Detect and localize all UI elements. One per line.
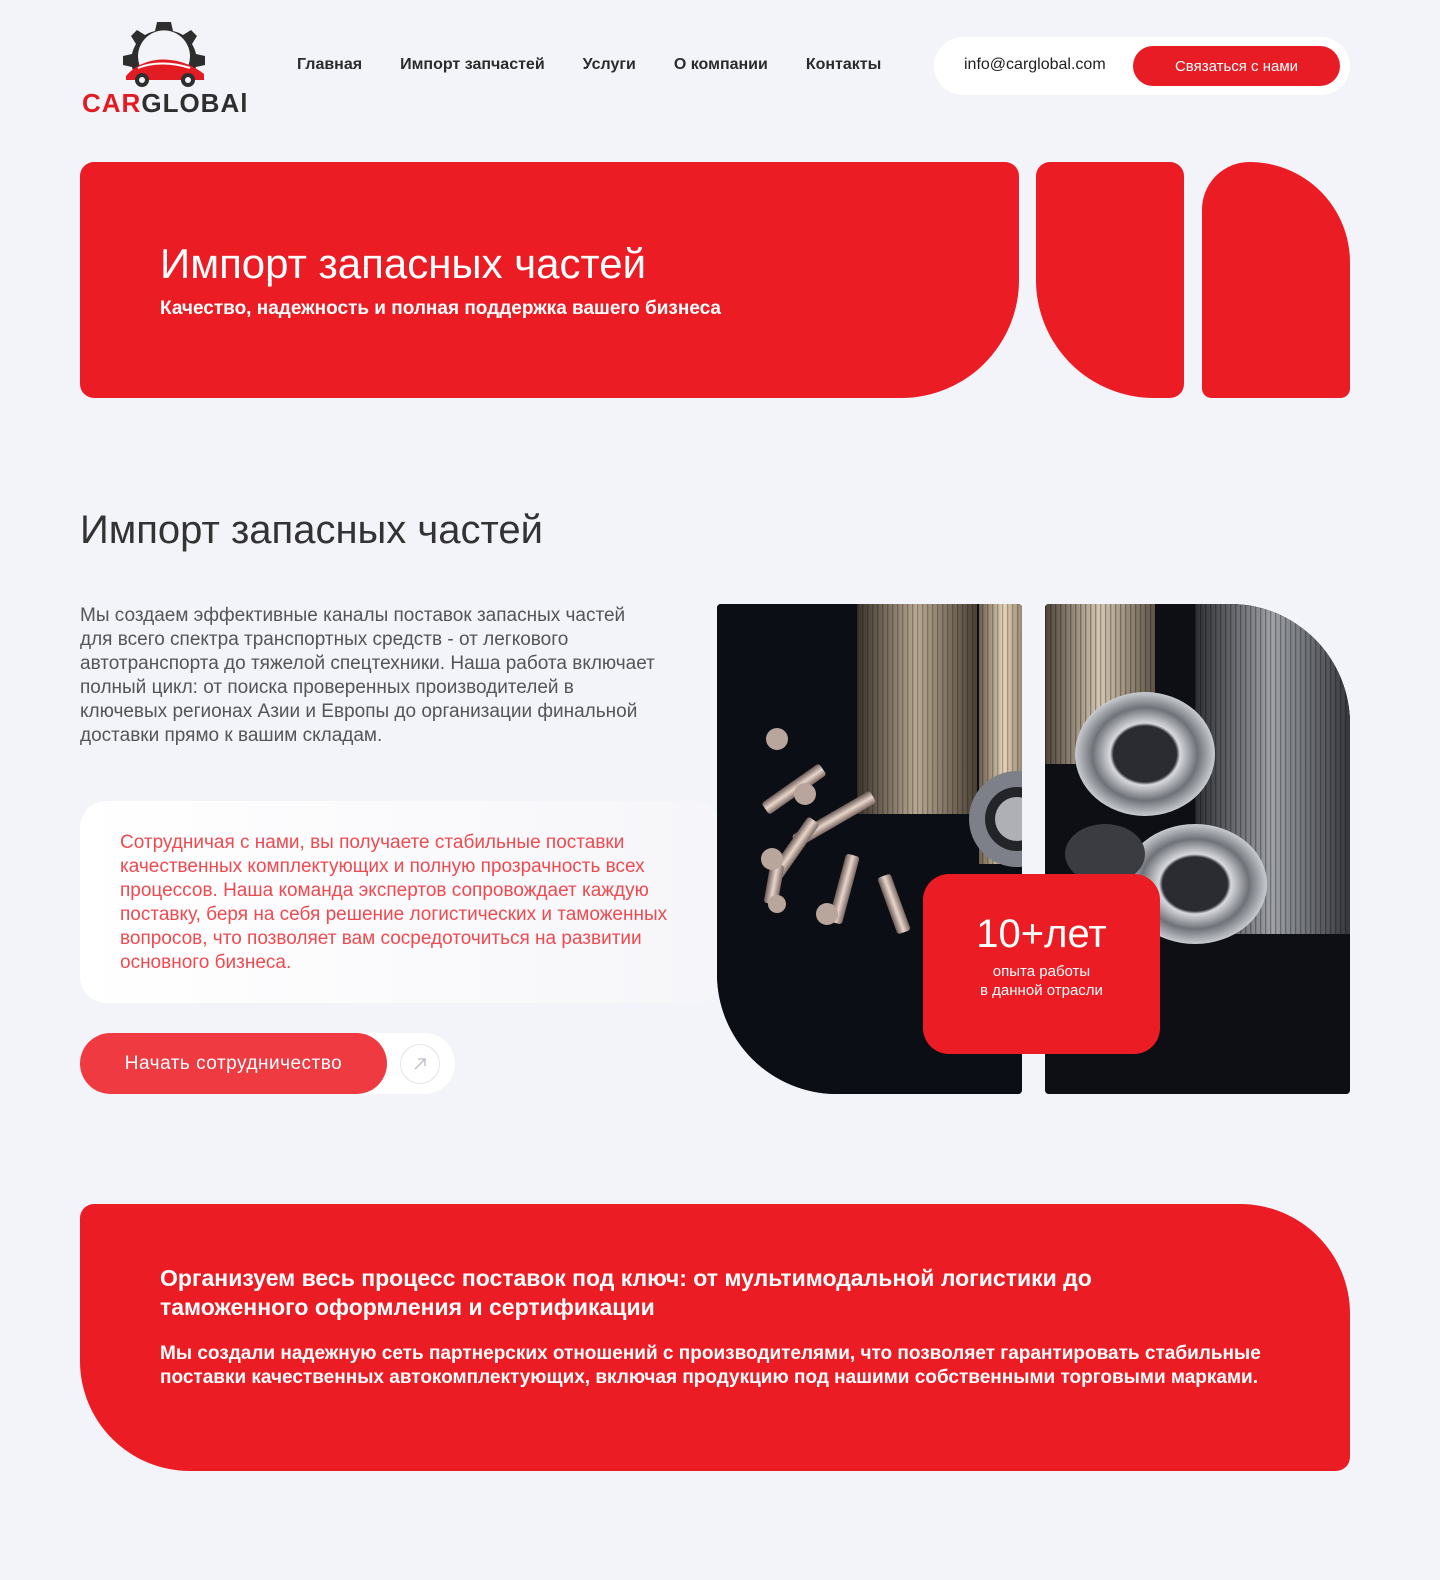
- arrow-up-right-icon[interactable]: [400, 1044, 440, 1084]
- experience-badge: [923, 874, 1160, 1054]
- nav-item-about[interactable]: О компании: [673, 56, 768, 73]
- header-contact: [934, 37, 1350, 95]
- logo-wordmark-car: CAR: [82, 88, 142, 118]
- nav-item-parts-import[interactable]: Импорт запчастей: [400, 56, 545, 73]
- turnkey-title: Организуем весь процесс поставок под ключ: от мультимодальной логистики до таможенного оформления и сертификации: [160, 1265, 1092, 1320]
- nav-item-services[interactable]: Услуги: [582, 56, 636, 73]
- hero-subtitle: Качество, надежность и полная поддержка вашего бизнеса: [160, 298, 722, 319]
- experience-caption-line: опыта работы: [992, 963, 1091, 980]
- experience-caption: [923, 962, 1160, 1000]
- hero-title: Импорт запасных частей: [160, 240, 647, 287]
- highlight-card: [80, 801, 720, 1003]
- site-header: [0, 0, 1440, 140]
- hero-decor-tile: [1202, 162, 1350, 398]
- section-title: Импорт запасных частей: [80, 508, 543, 552]
- experience-caption-line: в данной отрасли: [980, 982, 1103, 999]
- highlight-text: Сотрудничая с нами, вы получаете стабильные поставки качественных комплектующих и полную прозрачность всех процессов. Наша команда экспертов сопровождает каждую поставку, беря на себя решение логистических и таможенных вопросов, что позволяет вам сосредоточиться на развитии основного бизнеса.: [120, 832, 668, 973]
- section-paragraph: Мы создаем эффективные каналы поставок запасных частей для всего спектра транспортных средств - от легкового автотранспорта до тяжелой спецтехники. Наша работа включает полный цикл: от поиска проверенных производителей в ключевых регионах Азии и Европы до организации финальной доставки прямо к вашим складам.: [80, 605, 655, 746]
- gear-car-logo-icon: [108, 18, 220, 90]
- hero-decor-tile: [1036, 162, 1184, 398]
- start-cooperation-button[interactable]: Начать сотрудничество: [80, 1033, 387, 1094]
- hero-banner: [80, 162, 1019, 398]
- logo-wordmark: [82, 88, 248, 119]
- contact-us-button[interactable]: Связаться с нами: [1133, 46, 1340, 86]
- nav-item-home[interactable]: Главная: [297, 56, 363, 73]
- main-nav: [297, 56, 881, 74]
- turnkey-banner: [80, 1204, 1350, 1471]
- logo[interactable]: [82, 18, 252, 118]
- header-email-link[interactable]: info@carglobal.com: [964, 56, 1106, 73]
- turnkey-text: Мы создали надежную сеть партнерских отношений с производителями, что позволяет гарантировать стабильные поставки качественных автокомплектующих, включая продукцию под нашими собственными торговыми марками.: [160, 1343, 1261, 1388]
- cta-group: [80, 1033, 455, 1094]
- experience-value: 10+лет: [976, 912, 1107, 956]
- logo-wordmark-global: GLOBAl: [141, 88, 249, 118]
- nav-item-contacts[interactable]: Контакты: [805, 56, 882, 73]
